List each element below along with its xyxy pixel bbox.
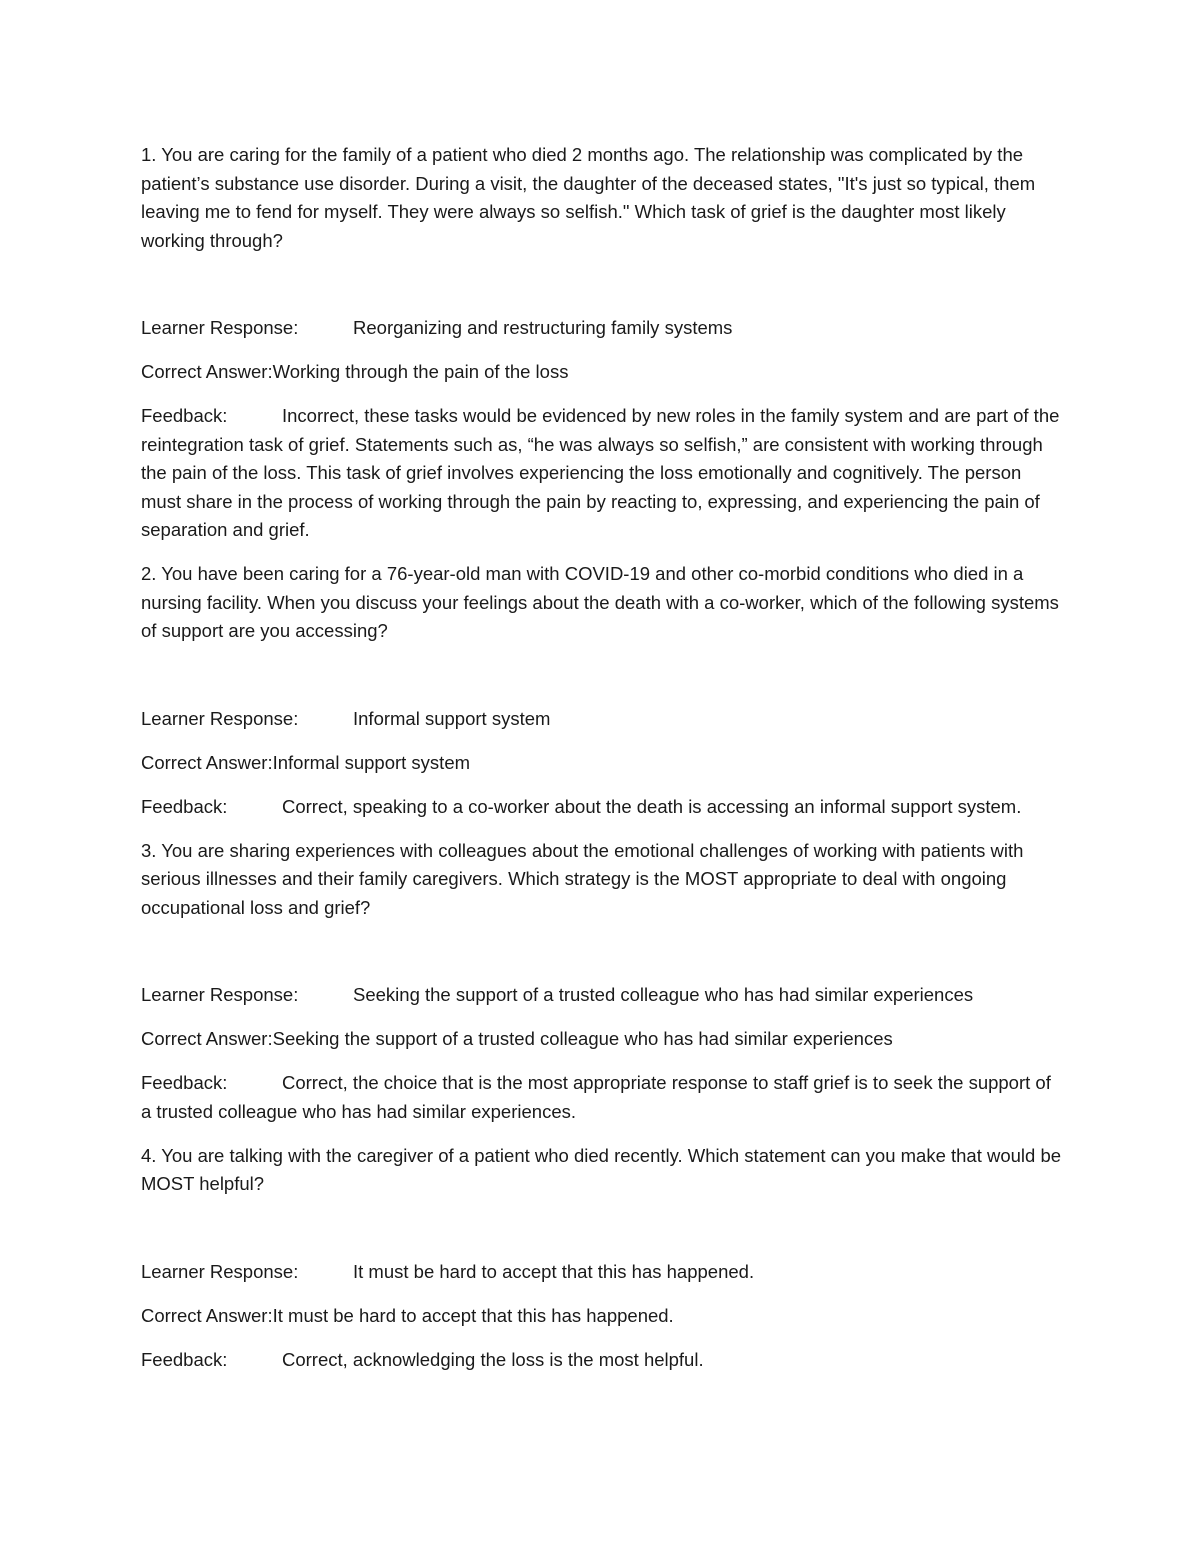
question-text: 4. You are talking with the caregiver of a patient who died recently. Which statement can you make that would be MOST helpful?: [141, 1144, 1062, 1194]
feedback-row: [141, 402, 1063, 545]
feedback-value: Correct, acknowledging the loss is the most helpful.: [282, 1348, 704, 1370]
correct-answer-value: It must be hard to accept that this has happened.: [272, 1304, 674, 1326]
correct-answer-label: Correct Answer:: [141, 1028, 273, 1049]
question-block-3: [141, 837, 1063, 1127]
feedback-value: Correct, speaking to a co-worker about the death is accessing an informal support system.: [282, 795, 1022, 817]
question-block-2: [141, 560, 1063, 821]
feedback-value: Incorrect, these tasks would be evidenced by new roles in the family system and are part of the reintegration task of grief. Statements such as, “he was always so selfish,” are consistent with working through the pain of the loss. This task of grief involves experiencing the loss emotionally and cognitively. The person must share in the process of working through the pain by reacting to, expressing, and experiencing the pain of separation and grief.: [141, 405, 1060, 540]
correct-answer-label: Correct Answer:: [141, 1304, 273, 1326]
correct-answer-row: [141, 1025, 1063, 1054]
learner-response-row: [141, 705, 1063, 734]
question-block-4: [141, 1142, 1063, 1375]
learner-response-value: Informal support system: [353, 707, 551, 729]
learner-response-value: Reorganizing and restructuring family systems: [353, 317, 733, 338]
learner-response-value: It must be hard to accept that this has happened.: [353, 1260, 755, 1282]
correct-answer-label: Correct Answer:: [141, 361, 273, 382]
correct-answer-value: Working through the pain of the loss: [272, 361, 569, 382]
feedback-row: [141, 1346, 1063, 1375]
feedback-label: Feedback:: [141, 405, 228, 426]
feedback-label: Feedback:: [141, 1348, 228, 1370]
learner-response-label: Learner Response:: [141, 1260, 299, 1282]
document-page: [141, 141, 1063, 1374]
correct-answer-label: Correct Answer:: [141, 751, 273, 773]
correct-answer-row: [141, 1302, 1063, 1331]
feedback-label: Feedback:: [141, 795, 228, 817]
feedback-row: [141, 1069, 1063, 1126]
correct-answer-row: [141, 749, 1063, 778]
feedback-row: [141, 793, 1063, 822]
learner-response-label: Learner Response:: [141, 707, 299, 729]
question-text: 1. You are caring for the family of a patient who died 2 months ago. The relationship was complicated by the patient’s substance use disorder. During a visit, the daughter of the deceased states, "It's just so typical, them leaving me to fend for myself. They were always so selfish." Which task of grief is the daughter most likely working through?: [141, 144, 1036, 251]
question-text: 3. You are sharing experiences with colleagues about the emotional challenges of working with patients with serious illnesses and their family caregivers. Which strategy is the MOST appropriate to deal with ongoing occupational loss and grief?: [141, 839, 1024, 918]
learner-response-row: [141, 1258, 1063, 1287]
question-block-1: [141, 141, 1063, 545]
correct-answer-value: Informal support system: [272, 751, 471, 773]
learner-response-row: [141, 981, 1063, 1010]
learner-response-label: Learner Response:: [141, 317, 299, 338]
correct-answer-row: [141, 358, 1063, 387]
correct-answer-value: Seeking the support of a trusted colleague who has had similar experiences: [272, 1028, 893, 1049]
learner-response-row: [141, 314, 1063, 343]
learner-response-label: Learner Response:: [141, 984, 299, 1005]
learner-response-value: Seeking the support of a trusted colleague who has had similar experiences: [353, 984, 974, 1005]
feedback-value: Correct, the choice that is the most appropriate response to staff grief is to seek the support of a trusted colleague who has had similar experiences.: [141, 1072, 1051, 1122]
feedback-label: Feedback:: [141, 1072, 228, 1093]
question-text: 2. You have been caring for a 76-year-old man with COVID-19 and other co-morbid conditions who died in a nursing facility. When you discuss your feelings about the death with a co-worker, which of the following systems of support are you accessing?: [141, 563, 1059, 641]
